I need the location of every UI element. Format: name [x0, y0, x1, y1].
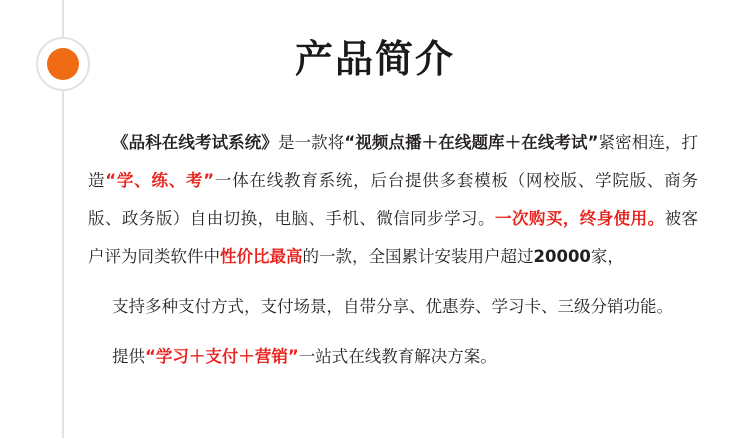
p1-text-1: 是一款将 [277, 133, 345, 152]
p2-text: 支持多种支付方式，支付场景，自带分享、优惠券、学习卡、三级分销功能。 [112, 297, 673, 316]
p1-learn-practice-exam: “学、练、考” [105, 171, 215, 190]
p3-text-2: 一站式在线教育解决方案。 [298, 347, 497, 366]
p1-text-2: 紧密相连，打造 [88, 133, 699, 190]
p1-best-value: 性价比最高 [220, 247, 303, 266]
paragraph-2 [88, 288, 698, 326]
p3-text-1: 提供 [112, 347, 145, 366]
p1-quoted-features: “视频点播＋在线题库＋在线考试” [344, 133, 599, 152]
p1-text-3: 一体在线教育系统，后台提供多套模板（网校版、学院版、商务版、政务版）自由切换，电脑、手机、微信同步学习。 [88, 171, 698, 228]
p1-install-count: 20000 [533, 247, 591, 266]
page-title: 产品简介 [294, 37, 455, 81]
paragraph-3 [88, 338, 698, 376]
p1-text-6: 家， [590, 247, 624, 266]
p1-text-5: 的一款，全国累计安装用户超过 [302, 247, 534, 266]
p3-study-pay-marketing: “学习＋支付＋营销” [145, 347, 299, 366]
product-name: 《品科在线考试系统》 [112, 133, 278, 152]
p1-lifetime-use: 一次购买，终身使用。 [494, 209, 665, 228]
p1-text-4: 被客户评为同类软件中 [88, 209, 699, 266]
paragraph-1 [88, 124, 698, 276]
content-body [88, 124, 698, 376]
